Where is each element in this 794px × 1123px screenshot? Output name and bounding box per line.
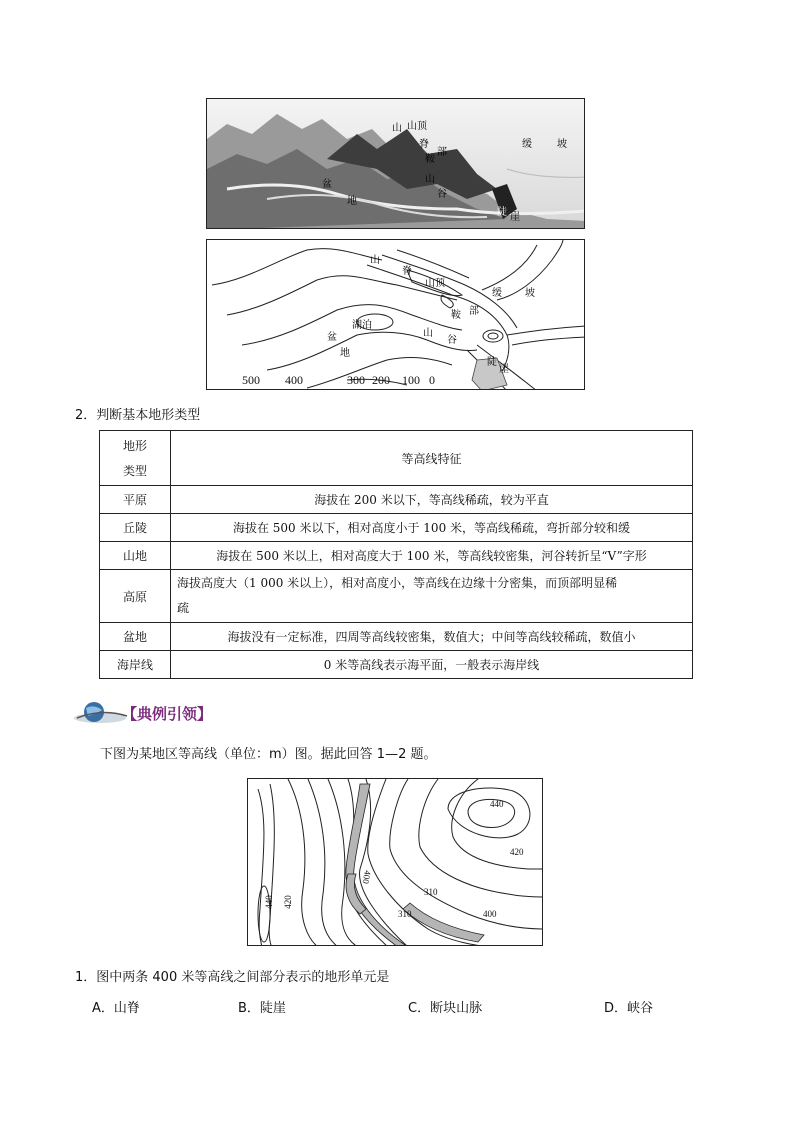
header-terrain-type: 地形 类型	[100, 431, 171, 486]
label-di: 地	[347, 196, 357, 207]
label-huan: 缓	[522, 139, 532, 150]
contour-value-200: 200	[372, 373, 390, 387]
label-po: 坡	[557, 139, 567, 150]
banner-title: 【典例引领】	[122, 705, 213, 723]
row-feature: 海拔在 500 米以上，相对高度大于 100 米，等高线较密集，河谷转折呈“V”字形	[171, 542, 693, 570]
contour-label-310-mid: 310	[424, 887, 438, 897]
label-shanding: 山顶	[425, 278, 445, 289]
row-feature: 海拔没有一定标准，四周等高线较密集，数值大；中间等高线较稀疏，数值小	[171, 623, 693, 651]
row-type: 盆地	[100, 623, 171, 651]
label-shan: 山	[370, 255, 380, 266]
row-feature: 海拔在 200 米以下，等高线稀疏，较为平直	[171, 486, 693, 514]
table-row	[100, 486, 693, 514]
option-d[interactable]: D．峡谷	[604, 1001, 654, 1016]
label-dou: 陡	[487, 357, 497, 368]
label-bu: 部	[469, 306, 479, 317]
label-hupo: 湖泊	[352, 320, 372, 331]
contour-value-300: 300	[347, 373, 365, 387]
row-feature: 0 米等高线表示海平面，一般表示海岸线	[171, 651, 693, 679]
option-c[interactable]: C．断块山脉	[408, 1001, 483, 1016]
row-feature: 海拔高度大（1 000 米以上），相对高度小，等高线在边缘十分密集，而顶部明显稀 疏	[171, 570, 693, 623]
row-type: 山地	[100, 542, 171, 570]
landscape-sketch-drawing	[207, 99, 585, 229]
label-bu: 部	[437, 147, 447, 158]
label-an: 鞍	[451, 310, 461, 321]
contour-value-0: 0	[429, 373, 435, 387]
contour-label-420-left: 420	[282, 895, 293, 909]
contour-label-310-bottom: 310	[398, 909, 412, 919]
row-type: 丘陵	[100, 514, 171, 542]
label-shan2: 山	[423, 328, 433, 339]
contour-label-440-top: 440	[490, 799, 504, 809]
row-type: 海岸线	[100, 651, 171, 679]
label-gu: 谷	[437, 189, 447, 200]
question-stem: 1．图中两条 400 米等高线之间部分表示的地形单元是	[75, 970, 390, 985]
label-gu: 谷	[447, 335, 457, 346]
contour-value-100: 100	[402, 373, 420, 387]
label-di: 地	[340, 348, 350, 359]
row-type: 高原	[100, 570, 171, 623]
contour-value-400: 400	[285, 373, 303, 387]
option-a[interactable]: A．山脊	[92, 1001, 140, 1016]
label-an: 鞍	[425, 154, 435, 165]
table-row	[100, 514, 693, 542]
section-heading: 2．判断基本地形类型	[75, 408, 201, 423]
contour-map-question	[247, 778, 543, 946]
contour-label-400-bottom: 400	[483, 909, 497, 919]
terrain-type-table	[99, 430, 693, 679]
row-feature: 海拔在 500 米以下，相对高度小于 100 米，等高线稀疏，弯折部分较和缓	[171, 514, 693, 542]
contour-value-500: 500	[242, 373, 260, 387]
table-row	[100, 651, 693, 679]
label-dou: 陡	[497, 207, 507, 218]
label-shanding: 山顶	[407, 121, 427, 132]
label-pen: 盆	[322, 179, 332, 190]
label-shan: 山	[392, 123, 402, 134]
example-banner	[72, 698, 272, 728]
contour-label-440-left: 440	[263, 895, 274, 909]
contour-map-figure	[206, 239, 585, 390]
header-contour-features: 等高线特征	[171, 431, 693, 486]
label-ji: 脊	[402, 266, 412, 277]
table-row	[100, 570, 693, 623]
table-row	[100, 542, 693, 570]
label-ya: 崖	[499, 364, 509, 375]
intro-text: 下图为某地区等高线（单位：m）图。据此回答 1—2 题。	[100, 747, 437, 762]
label-huan: 缓	[492, 288, 502, 299]
label-shan2: 山	[425, 174, 435, 185]
label-po: 坡	[525, 288, 535, 299]
label-ji: 脊	[419, 139, 429, 150]
table-header-row	[100, 431, 693, 486]
contour-label-420-right: 420	[510, 847, 524, 857]
label-ya: 崖	[510, 212, 520, 223]
contour-label-400-mid: 400	[360, 869, 373, 885]
contour-map-drawing	[207, 240, 585, 390]
table-row	[100, 623, 693, 651]
option-b[interactable]: B．陡崖	[238, 1001, 286, 1016]
landscape-sketch-figure	[206, 98, 585, 229]
label-pen: 盆	[327, 332, 337, 343]
row-type: 平原	[100, 486, 171, 514]
